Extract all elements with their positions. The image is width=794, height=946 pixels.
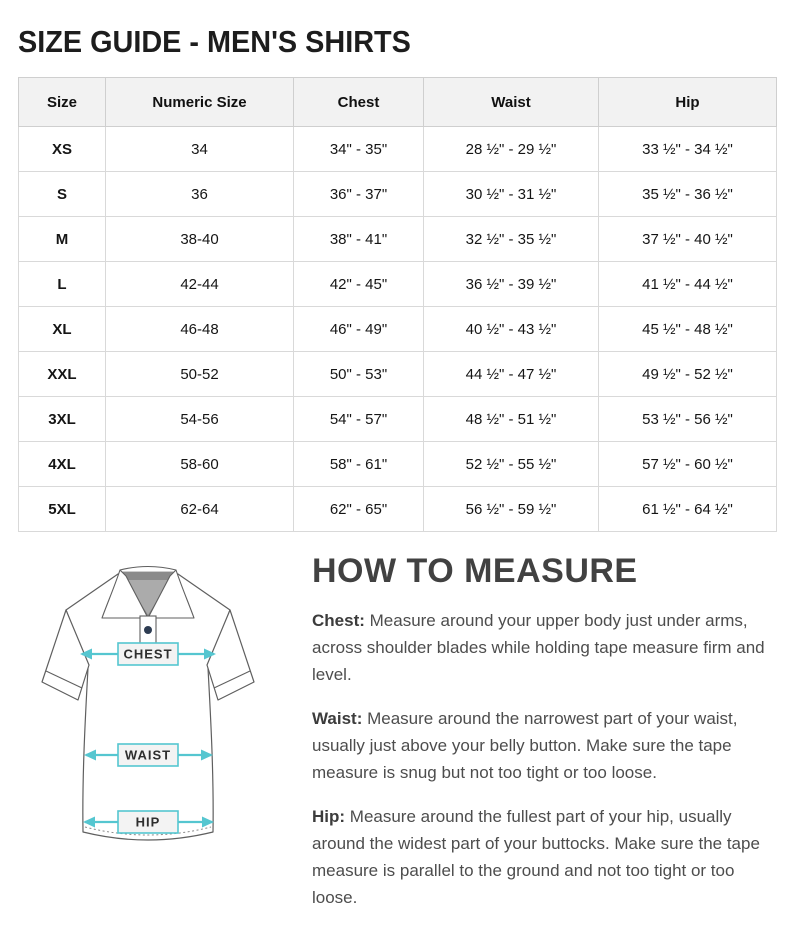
hip-diagram-label: HIP — [135, 814, 161, 830]
size-label-cell: L — [19, 262, 106, 307]
table-row — [19, 127, 777, 172]
size-table — [18, 77, 777, 532]
column-header: Hip — [599, 78, 777, 127]
measurement-cell: 32 ½" - 35 ½" — [424, 217, 599, 262]
size-table-header-row — [19, 78, 777, 127]
measurement-cell: 34 — [106, 127, 294, 172]
measurement-cell: 58-60 — [106, 442, 294, 487]
polo-shirt-illustration — [18, 556, 290, 892]
table-row — [19, 442, 777, 487]
measurement-cell: 42-44 — [106, 262, 294, 307]
measure-instruction: Waist: Measure around the narrowest part of your waist, usually just above your belly button. Make sure the tape measure is snug but not too tight or too loose. — [312, 709, 738, 782]
measurement-cell: 56 ½" - 59 ½" — [424, 487, 599, 532]
instruction-label: Hip: — [312, 807, 350, 826]
table-row — [19, 172, 777, 217]
measurement-cell: 46-48 — [106, 307, 294, 352]
column-header: Waist — [424, 78, 599, 127]
measure-instructions — [312, 607, 776, 911]
size-label-cell: S — [19, 172, 106, 217]
size-label-cell: 4XL — [19, 442, 106, 487]
measurement-cell: 53 ½" - 56 ½" — [599, 397, 777, 442]
measurement-cell: 34" - 35" — [294, 127, 424, 172]
measurement-cell: 50" - 53" — [294, 352, 424, 397]
chest-diagram-label: CHEST — [123, 646, 173, 662]
measurement-cell: 62" - 65" — [294, 487, 424, 532]
measurement-cell: 46" - 49" — [294, 307, 424, 352]
measurement-cell: 62-64 — [106, 487, 294, 532]
size-label-cell: XL — [19, 307, 106, 352]
measurement-cell: 54-56 — [106, 397, 294, 442]
measurement-cell: 49 ½" - 52 ½" — [599, 352, 777, 397]
table-row — [19, 397, 777, 442]
instruction-label: Waist: — [312, 709, 368, 728]
measurement-cell: 33 ½" - 34 ½" — [599, 127, 777, 172]
measurement-cell: 37 ½" - 40 ½" — [599, 217, 777, 262]
measurement-cell: 41 ½" - 44 ½" — [599, 262, 777, 307]
table-row — [19, 262, 777, 307]
size-label-cell: M — [19, 217, 106, 262]
shirt-measurement-diagram — [18, 550, 298, 897]
measure-instruction: Chest: Measure around your upper body just under arms, across shoulder blades while holding tape measure firm and level. — [312, 611, 765, 684]
measurement-cell: 28 ½" - 29 ½" — [424, 127, 599, 172]
measurement-cell: 36 ½" - 39 ½" — [424, 262, 599, 307]
size-table-head — [19, 78, 777, 127]
table-row — [19, 307, 777, 352]
measurement-cell: 50-52 — [106, 352, 294, 397]
measurement-cell: 40 ½" - 43 ½" — [424, 307, 599, 352]
shirt-button — [144, 626, 152, 634]
measurement-cell: 36 — [106, 172, 294, 217]
size-label-cell: 5XL — [19, 487, 106, 532]
collar-band — [121, 572, 175, 580]
column-header: Numeric Size — [106, 78, 294, 127]
measurement-cell: 45 ½" - 48 ½" — [599, 307, 777, 352]
size-label-cell: 3XL — [19, 397, 106, 442]
measurement-cell: 38" - 41" — [294, 217, 424, 262]
measurement-cell: 42" - 45" — [294, 262, 424, 307]
measurement-cell: 52 ½" - 55 ½" — [424, 442, 599, 487]
waist-diagram-label: WAIST — [124, 747, 172, 763]
measurement-cell: 30 ½" - 31 ½" — [424, 172, 599, 217]
page-title: SIZE GUIDE - MEN'S SHIRTS — [18, 24, 411, 59]
measure-text-column — [298, 550, 776, 928]
measurement-cell: 57 ½" - 60 ½" — [599, 442, 777, 487]
measurement-cell: 58" - 61" — [294, 442, 424, 487]
measure-instruction: Hip: Measure around the fullest part of your hip, usually around the widest part of your buttocks. Make sure the tape measure is parallel to the ground and not too tight or too loose. — [312, 807, 760, 907]
column-header: Size — [19, 78, 106, 127]
measurement-cell: 35 ½" - 36 ½" — [599, 172, 777, 217]
size-label-cell: XS — [19, 127, 106, 172]
table-row — [19, 487, 777, 532]
measurement-cell: 38-40 — [106, 217, 294, 262]
instruction-label: Chest: — [312, 611, 370, 630]
table-row — [19, 217, 777, 262]
size-table-body — [19, 127, 777, 532]
how-to-measure-section — [18, 550, 776, 928]
measurement-cell: 36" - 37" — [294, 172, 424, 217]
column-header: Chest — [294, 78, 424, 127]
measurement-cell: 48 ½" - 51 ½" — [424, 397, 599, 442]
measurement-cell: 61 ½" - 64 ½" — [599, 487, 777, 532]
measurement-cell: 54" - 57" — [294, 397, 424, 442]
size-label-cell: XXL — [19, 352, 106, 397]
how-to-measure-heading: HOW TO MEASURE — [312, 552, 638, 590]
measurement-cell: 44 ½" - 47 ½" — [424, 352, 599, 397]
table-row — [19, 352, 777, 397]
